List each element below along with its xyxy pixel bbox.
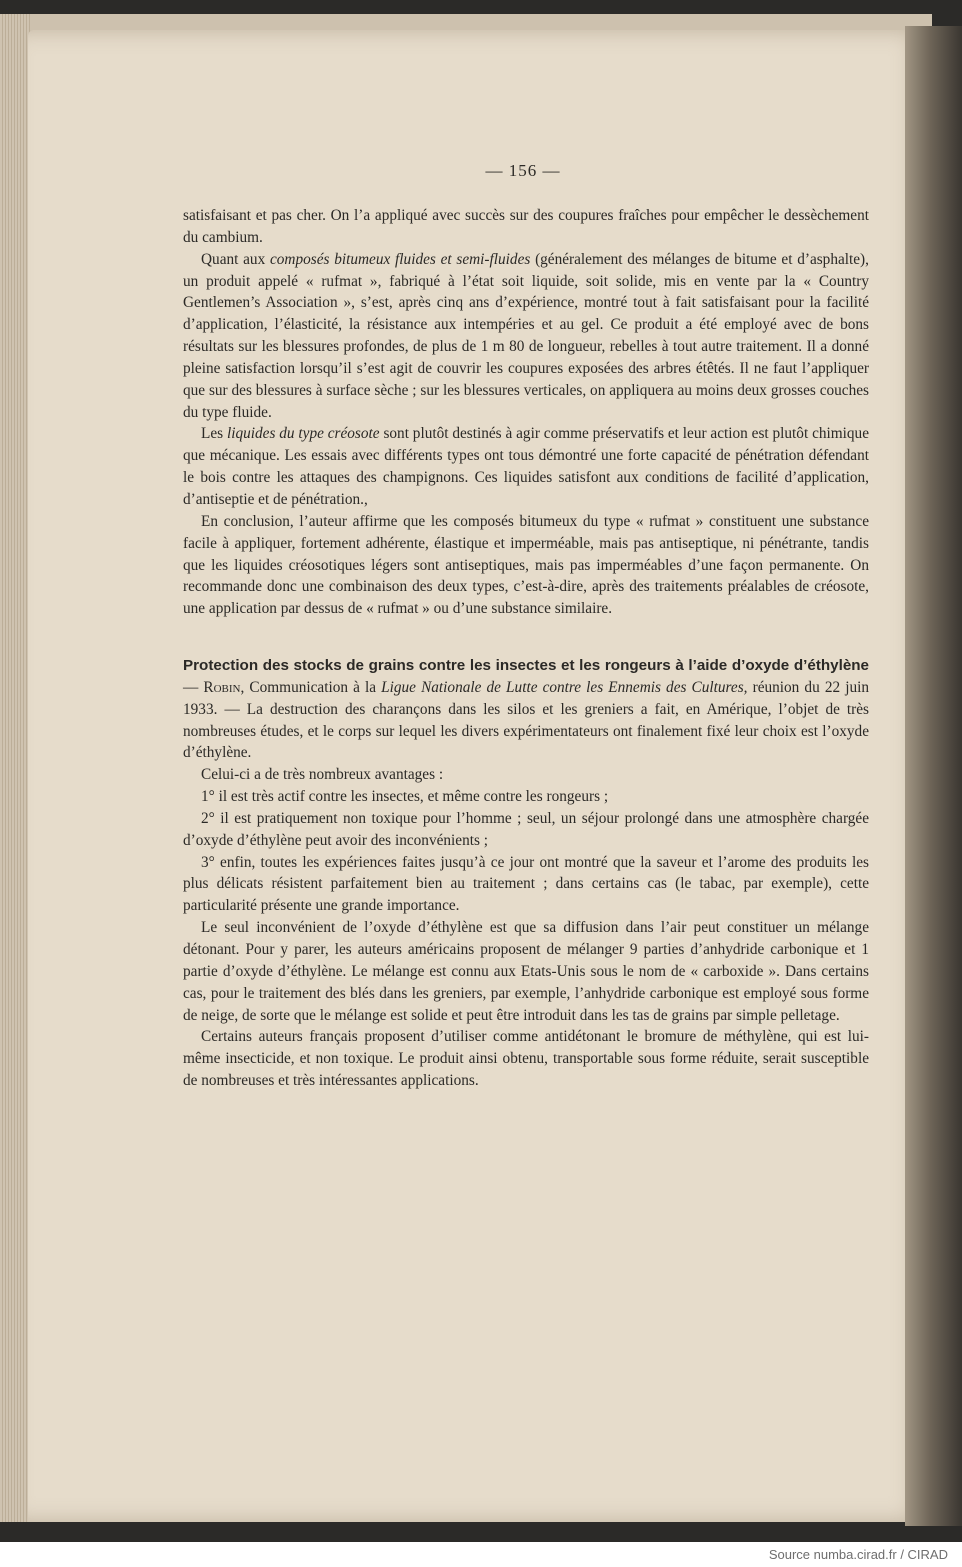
italic-term: Ligue Nationale de Lutte contre les Ennemis des Cultures, (381, 678, 748, 696)
text-run: sont plutôt destinés à agir comme préservatifs et leur action est plutôt chimique que mécanique. Les essais avec différents types ont tous démontré une forte capacité de pénétration défendant le bois contre les attaques des champignons. Ces liquides satisfont aux conditions de facilité d’application, d’antiseptie et de pénétration., (183, 425, 869, 508)
paragraph: Celui-ci a de très nombreux avantages : (201, 766, 444, 784)
page-number: — 156 — (485, 161, 561, 180)
source-credit: Source numba.cirad.fr / CIRAD (768, 1547, 948, 1562)
paragraph: Le seul inconvénient de l’oxyde d’éthylène est que sa diffusion dans l’air peut constituer un mélange détonant. Pour y parer, les auteurs américains proposent de mélanger 9 parties d’anhydride carbonique et 1 partie d’oxyde d’éthylène. Le mélange est connu aux Etats-Unis sous le nom de « carboxide ». Dans certains cas, pour le traitement des blés dans les greniers, par exemple, l’anhydride carbonique est employé sous forme de neige, de sorte que le mélange est solide et peut être introduit dans les tas de grains par simple pelletage. (183, 919, 869, 1024)
paragraph (183, 423, 869, 510)
author-name: Robin (203, 678, 241, 696)
text-run: , Communication à la (240, 678, 382, 696)
italic-term: liquides du type créosote (226, 425, 380, 443)
paragraph: En conclusion, l’auteur affirme que les composés bitumeux du type « rufmat » constituent une substance facile à appliquer, fortement adhérente, élastique et imperméable, mais pas antiseptique, ni pénétrante, tandis que les liquides créosotiques légers sont antiseptiques, mais pas imperméables d’une façon permanente. On recommande donc une combinaison des deux types, c’est-à-dire, après des traitements préalables de créosote, une application par dessus de « rufmat » ou d’une substance similaire. (183, 512, 869, 618)
paragraph (183, 249, 869, 424)
list-item: 2° il est pratiquement non toxique pour l’homme ; seul, un séjour prolongé dans une atmosphère chargée d’oxyde d’éthylène peut avoir des inconvénients ; (183, 809, 869, 849)
body-text (183, 205, 869, 1092)
italic-term: composés bitumeux fluides et semi-fluides (269, 250, 531, 268)
text-run: — (183, 678, 204, 696)
section-gap (183, 620, 869, 655)
list-item: 1° il est très actif contre les insectes, et même contre les rongeurs ; (201, 788, 609, 806)
list-item: 3° enfin, toutes les expériences faites jusqu’à ce jour ont montré que la saveur et l’arome des produits les plus délicats résistent parfaitement bien au traitement ; dans certains cas (le tabac, par exemple), cette particularité présente une grande importance. (183, 853, 869, 915)
text-run: Quant aux (201, 250, 270, 268)
paragraph: satisfaisant et pas cher. On l’a appliqué avec succès sur des coupures fraîches pour empêcher le dessèchement du cambium. (183, 207, 869, 246)
section-paragraph (183, 655, 869, 764)
binding-shadow (905, 26, 962, 1526)
page-edges (0, 14, 30, 1522)
text-run: (généralement des mélanges de bitume et d’asphalte), un produit appelé « rufmat », fabriqué à l’état soit liquide, soit solide, mis en vente par la « Country Gentlemen’s Association », s’est, après cinq ans d’expérience, montré tout à fait satisfaisant pour la facilité d’application, l’élasticité, la résistance aux intempéries et au gel. Ce produit a été employé avec de bons résultats sur les blessures profondes, de plus de 1 m 80 de longueur, rebelles à tout autre traitement. Il a donné pleine satisfaction lorsqu’il s’est agit de couvrir les coupures exposées des arbres étêtés. Il ne faut l’appliquer que sur des blessures à surface sèche ; sur les blessures verticales, on appliquera au moins deux grosses couches du type fluide. (183, 250, 869, 421)
text-run: Les (201, 425, 227, 443)
section-heading: Protection des stocks de grains contre les insectes et les rongeurs à l’aide d’oxyde d’éthylène (183, 657, 869, 675)
text-run: réunion du 22 juin 1933. — La destruction des charançons dans les silos et les greniers a fait, en Amérique, l’objet de très nombreuses études, et le corps sur lequel les divers expérimentateurs ont finalement fixé leur choix est l’oxyde d’éthylène. (183, 678, 870, 762)
paragraph: Certains auteurs français proposent d’utiliser comme antidétonant le bromure de méthylène, qui est lui-même insecticide, et non toxique. Le produit ainsi obtenu, transportable sous forme réduite, serait susceptible de nombreuses et très intéressantes applications. (183, 1028, 869, 1090)
